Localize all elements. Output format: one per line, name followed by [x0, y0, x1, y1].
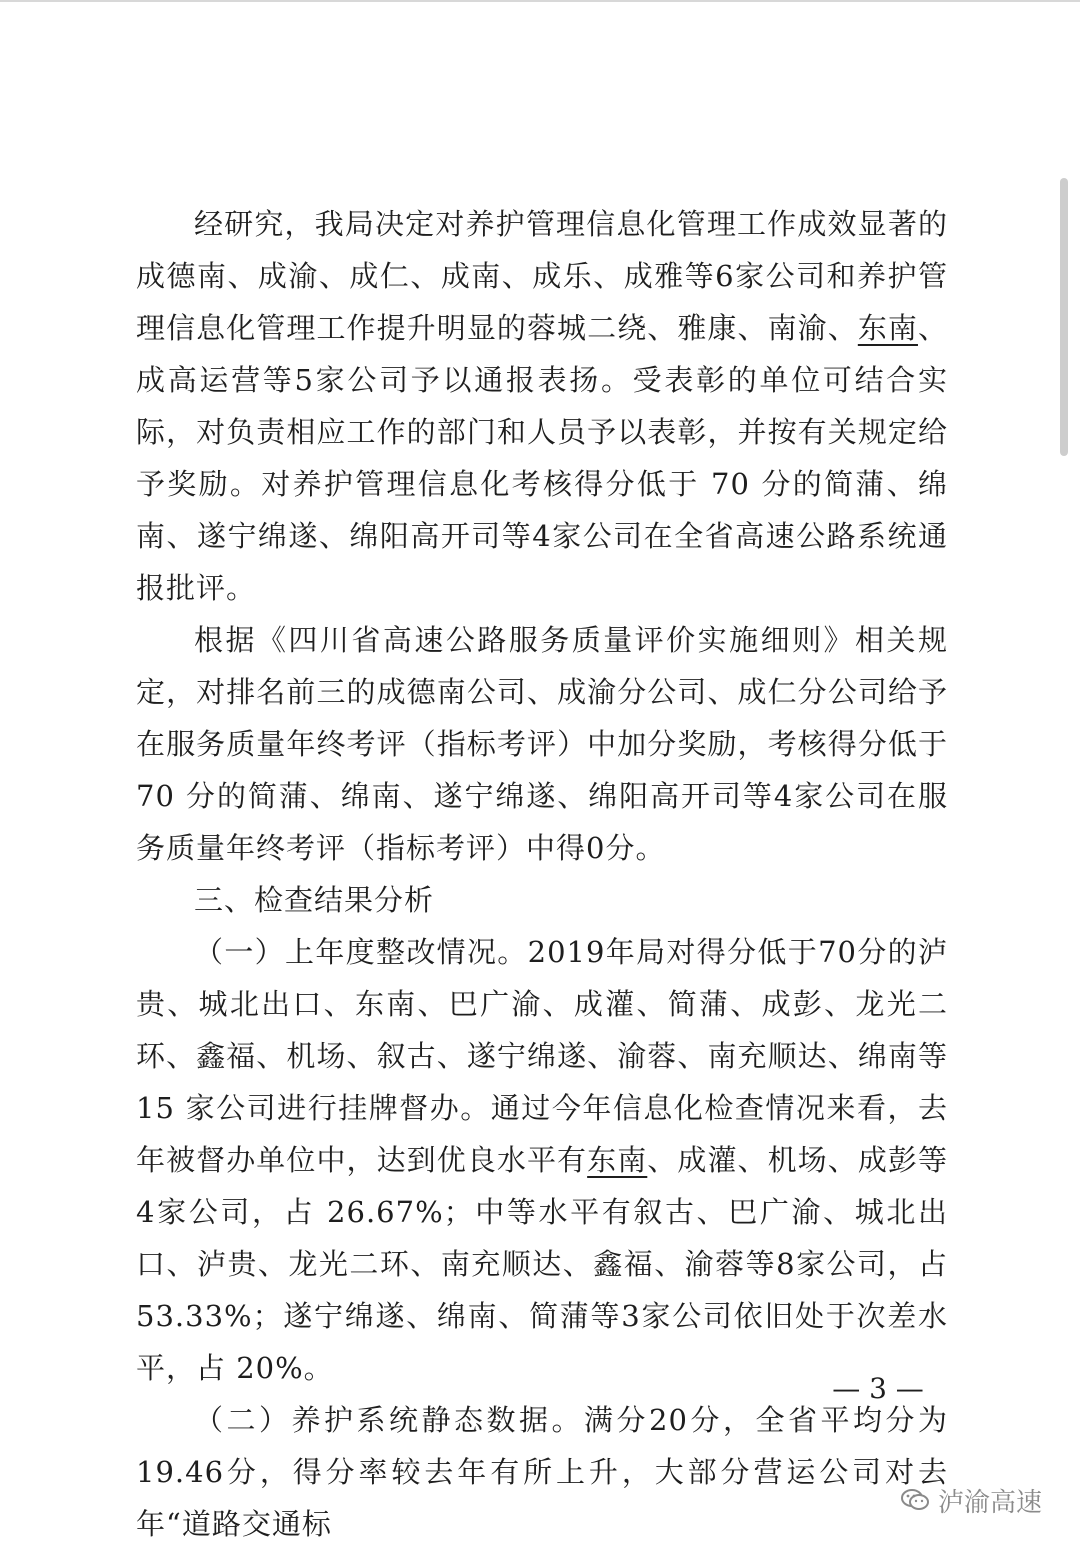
scrollbar-thumb[interactable]	[1060, 178, 1068, 456]
watermark-text: 泸渝高速	[938, 1487, 1043, 1518]
paragraph-static-data: （二）养护系统静态数据。满分20分，全省平均分为19.46分，得分率较去年有所上升，大部分营运公司对去年“道路交通标	[136, 1403, 948, 1541]
paragraph-text: 、成高运营等5家公司予以通报表扬。受表彰的单位可结合实际，对负责相应工作的部门和人员予以表彰，并按有关规定给予奖励。对养护管理信息化考核得分低于 70 分的简蒲、绵南、遂宁绵遂、绵阳高开司等4家公司在全省高速公路系统通报批评。	[136, 311, 948, 605]
underlined-text: 东南	[587, 1143, 648, 1177]
section-heading: 三、检查结果分析	[194, 883, 435, 917]
wechat-icon	[900, 1487, 930, 1513]
underlined-text: 东南	[857, 311, 918, 345]
watermark	[900, 1480, 1042, 1520]
paragraph-text: 经研究，我局决定对养护管理信息化管理工作成效显著的成德南、成渝、成仁、成南、成乐、成雅等6家公司和养护管理信息化管理工作提升明显的蓉城二绕、雅康、南渝、	[136, 207, 948, 345]
paragraph-text: 、成灌、机场、成彭等4家公司，占 26.67%；中等水平有叙古、巴广渝、城北出口、泸贵、龙光二环、南充顺达、鑫福、渝蓉等8家公司，占 53.33%；遂宁绵遂、绵南、简蒲等3家公司依旧处于次差水平，占 20%。	[136, 1143, 948, 1385]
paragraph-service-quality: 根据《四川省高速公路服务质量评价实施细则》相关规定，对排名前三的成德南公司、成渝分公司、成仁分公司给予在服务质量年终考评（指标考评）中加分奖励，考核得分低于 70 分的简蒲、绵南、遂宁绵遂、绵阳高开司等4家公司在服务质量年终考评（指标考评）中得0分。	[136, 623, 948, 865]
page-number: — 3 —	[832, 1372, 924, 1405]
paragraph-commendation	[136, 198, 948, 614]
paragraph-text: （一）上年度整改情况。2019年局对得分低于70分的泸贵、城北出口、东南、巴广渝、成灌、简蒲、成彭、龙光二环、鑫福、机场、叙古、遂宁绵遂、渝蓉、南充顺达、绵南等 15 家公司进行挂牌督办。通过今年信息化检查情况来看，去年被督办单位中，达到优良水平有	[136, 935, 948, 1177]
paragraph-rectification	[136, 926, 948, 1394]
page-top-border	[0, 0, 1080, 2]
document-body	[136, 198, 948, 1550]
